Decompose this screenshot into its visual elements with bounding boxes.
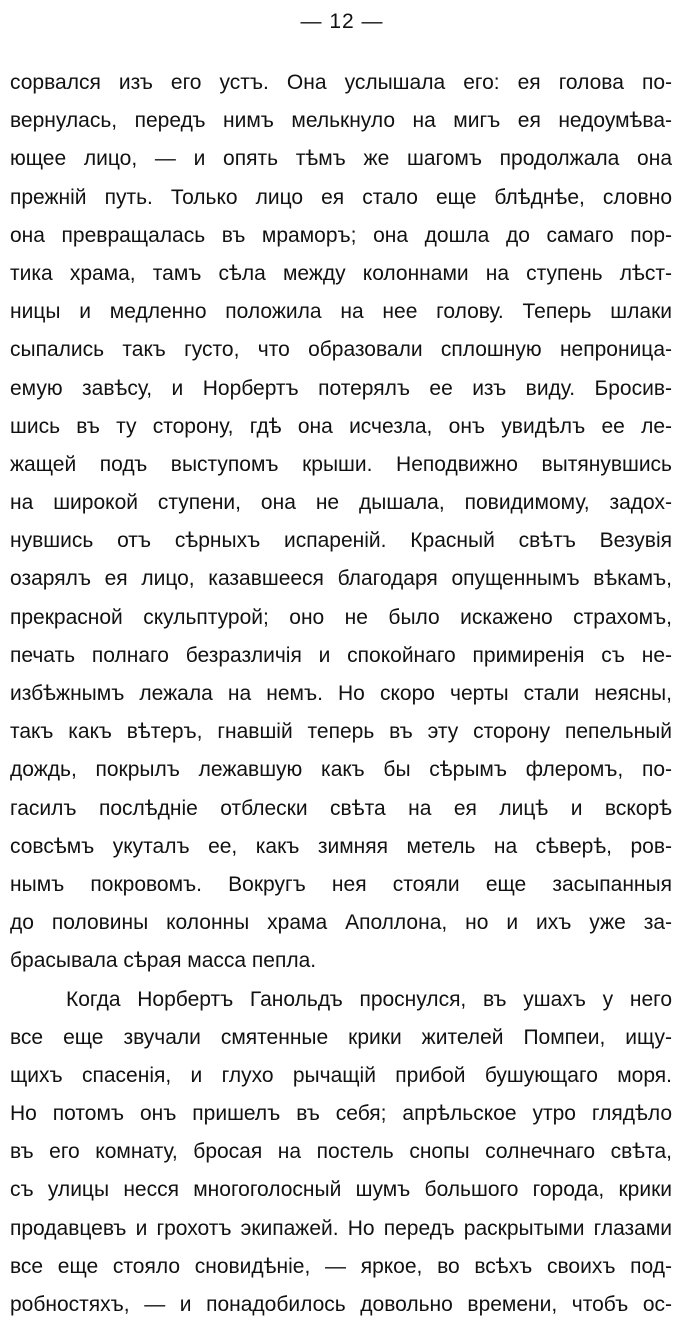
text-line: емую завѣсу, и Норбертъ потерялъ ее изъ виду. Бросив- — [10, 370, 672, 408]
text-line: сыпались такъ густо, что образовали сплошную непроница- — [10, 331, 672, 369]
text-line: сорвался изъ его устъ. Она услышала его: ея голова по- — [10, 64, 672, 102]
text-line: печать полнаго безразличія и спокойнаго примиренія съ не- — [10, 637, 672, 675]
text-line: тика храма, тамъ сѣла между колоннами на ступень лѣст- — [10, 255, 672, 293]
text-line: такъ какъ вѣтеръ, гнавшій теперь въ эту сторону пепельный — [10, 713, 672, 751]
text-line: избѣжнымъ лежала на немъ. Но скоро черты стали неясны, — [10, 675, 672, 713]
text-line: на широкой ступени, она не дышала, повидимому, задох- — [10, 484, 672, 522]
page-number: — 12 — — [0, 10, 684, 34]
text-line: въ его комнату, бросая на постель снопы солнечнаго свѣта, — [10, 1133, 672, 1171]
text-line: нымъ покровомъ. Вокругъ нея стояли еще засыпанныя — [10, 866, 672, 904]
text-line: ющее лицо, — и опять тѣмъ же шагомъ продолжала она — [10, 140, 672, 178]
text-line: нувшись отъ сѣрныхъ испареній. Красный свѣтъ Везувія — [10, 522, 672, 560]
text-line: до половины колонны храма Аполлона, но и ихъ уже за- — [10, 904, 672, 942]
text-line: озарялъ ея лицо, казавшееся благодаря опущеннымъ вѣкамъ, — [10, 560, 672, 598]
text-line: совсѣмъ укуталъ ее, какъ зимняя метель на сѣверѣ, ров- — [10, 828, 672, 866]
page-text — [10, 64, 672, 1324]
text-line: ницы и медленно положила на нее голову. Теперь шлаки — [10, 293, 672, 331]
text-line: гасилъ послѣдніе отблески свѣта на ея лицѣ и вскорѣ — [10, 790, 672, 828]
text-line: продавцевъ и грохотъ экипажей. Но передъ раскрытыми глазами — [10, 1210, 672, 1248]
text-line: прекрасной скульптурой; оно не было искажено страхомъ, — [10, 599, 672, 637]
text-line: Когда Норбертъ Ганольдъ проснулся, въ ушахъ у него — [10, 981, 672, 1019]
paragraph-1 — [10, 64, 672, 981]
text-line: все еще стояло сновидѣніе, — яркое, во всѣхъ своихъ под- — [10, 1248, 672, 1286]
text-line: жащей подъ выступомъ крыши. Неподвижно вытянувшись — [10, 446, 672, 484]
text-line: вернулась, передъ нимъ мелькнуло на мигъ ея недоумѣва- — [10, 102, 672, 140]
text-line: съ улицы несся многоголосный шумъ большого города, крики — [10, 1171, 672, 1209]
text-line: брасывала сѣрая масса пепла. — [10, 942, 672, 980]
text-line: Но потомъ онъ пришелъ въ себя; апрѣльское утро глядѣло — [10, 1095, 672, 1133]
paragraph-2 — [10, 981, 672, 1324]
text-line: дождь, покрылъ лежавшую какъ бы сѣрымъ флеромъ, по- — [10, 751, 672, 789]
text-line: шись въ ту сторону, гдѣ она исчезла, онъ увидѣлъ ее ле- — [10, 408, 672, 446]
text-line: прежній путь. Только лицо ея стало еще блѣднѣе, словно — [10, 179, 672, 217]
text-line: щихъ спасенія, и глухо рычащій прибой бушующаго моря. — [10, 1057, 672, 1095]
text-line: все еще звучали смятенные крики жителей Помпеи, ищу- — [10, 1019, 672, 1057]
text-line: робностяхъ, — и понадобилось довольно времени, чтобъ ос- — [10, 1286, 672, 1324]
text-line: она превращалась въ мраморъ; она дошла до самаго пор- — [10, 217, 672, 255]
